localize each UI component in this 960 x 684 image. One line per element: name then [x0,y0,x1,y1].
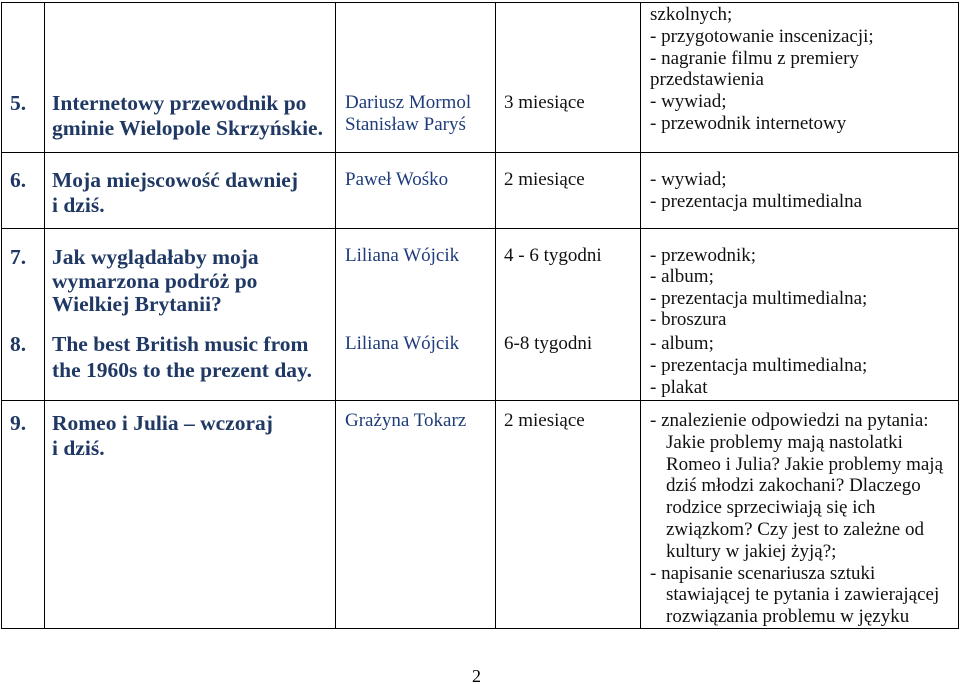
form-line: - przygotowanie inscenizacji; [650,25,874,47]
project-duration [504,410,585,432]
table-rule-col-title [335,2,336,629]
duration-text: 2 miesiące [504,169,585,190]
form-line: - album; [650,333,714,354]
project-forms [650,4,874,135]
row-number [10,246,26,270]
form-line: - prezentacja multimedialna; [650,354,868,376]
project-author [345,245,459,267]
project-forms [650,169,862,213]
row-number [10,168,26,193]
project-forms [650,333,867,398]
title-line: i dziś. [52,435,105,460]
author-line: Liliana Wójcik [345,333,460,354]
title-line: Romeo i Julia – wczoraj [52,411,273,435]
page-number: 2 [472,666,481,684]
author-line: Grażyna Tokarz [345,410,467,431]
row-number [10,332,26,358]
duration-text: 4 - 6 tygodni [504,245,602,266]
row-number-text: 5. [10,91,27,115]
project-duration [504,92,585,114]
title-line: Jak wyglądałaby moja [52,245,259,269]
table-rule-bottom [1,628,959,629]
form-line: - prezentacja multimedialna; [650,287,868,309]
table-rule-left [1,2,2,629]
title-line: i dziś. [52,192,105,217]
duration-text: 2 miesiące [504,410,585,431]
form-line: kultury w jakiej żyją?; [666,540,837,562]
row-number-text: 9. [10,411,27,435]
table-rule-right [958,2,959,629]
form-line: rozwiązania problemu w języku [666,606,910,628]
form-line: - wywiad; [650,91,727,113]
project-author [345,92,471,136]
table-rule-row-5-6 [1,152,959,153]
title-line: The best British music from [52,332,309,356]
project-duration [504,333,592,355]
table-rule-row-6-7 [1,228,959,229]
title-line: Wielkiej Brytanii? [52,292,222,316]
form-line: - napisanie scenariusza sztuki [650,562,876,584]
form-line: Jakie problemy mają nastolatki [666,431,903,453]
form-line: szkolnych; [650,4,733,25]
table-rule-col-author [495,2,496,629]
table-rule-col-number [44,2,45,629]
form-line: - prezentacja multimedialna [650,190,863,212]
project-title [52,91,323,140]
form-line: dziś młodzi zakochani? Dlaczego [666,475,921,497]
form-line: - znalezienie odpowiedzi na pytania: [650,410,929,431]
row-number [10,411,26,436]
row-number-text: 6. [10,168,27,192]
form-line: - broszura [650,309,727,331]
author-line: Stanisław Paryś [345,113,466,135]
form-line: - album; [650,266,714,288]
project-author [345,333,459,355]
row-number [10,91,26,116]
form-line: stawiającej te pytania i zawierającej [666,584,940,606]
project-duration [504,245,602,267]
title-line: gminie Wielopole Skrzyńskie. [52,115,323,140]
project-title [52,411,273,460]
row-number-text: 8. [10,332,27,356]
project-title [52,332,312,383]
title-line: wymarzona podróż po [52,268,258,293]
form-line: - nagranie filmu z premiery [650,47,859,69]
project-author [345,169,448,191]
form-line: - przewodnik internetowy [650,112,847,134]
duration-text: 6-8 tygodni [504,333,593,354]
project-forms [650,245,867,331]
form-line: rodzice sprzeciwiają się ich [666,497,876,519]
duration-text: 3 miesiące [504,92,585,113]
table-rule-row-8-9 [1,400,959,401]
title-line: the 1960s to the prezent day. [52,357,312,382]
form-line: Romeo i Julia? Jakie problemy mają [666,453,944,475]
form-line: związkom? Czy jest to zależne od [666,518,924,540]
author-line: Liliana Wójcik [345,245,460,266]
author-line: Paweł Wośko [345,169,449,190]
form-line: przedstawienia [650,69,764,91]
title-line: Internetowy przewodnik po [52,91,307,115]
table-rule-top [1,2,959,3]
table-rule-col-duration [640,2,641,629]
form-line: - przewodnik; [650,245,757,266]
row-number-text: 7. [10,245,27,269]
form-line: - plakat [650,376,708,398]
project-author [345,410,466,432]
form-line: - wywiad; [650,169,727,190]
project-title [52,246,259,317]
title-line: Moja miejscowość dawniej [52,168,299,192]
project-duration [504,169,585,191]
project-title [52,168,298,217]
author-line: Dariusz Mormol [345,92,472,113]
project-forms [650,410,943,628]
